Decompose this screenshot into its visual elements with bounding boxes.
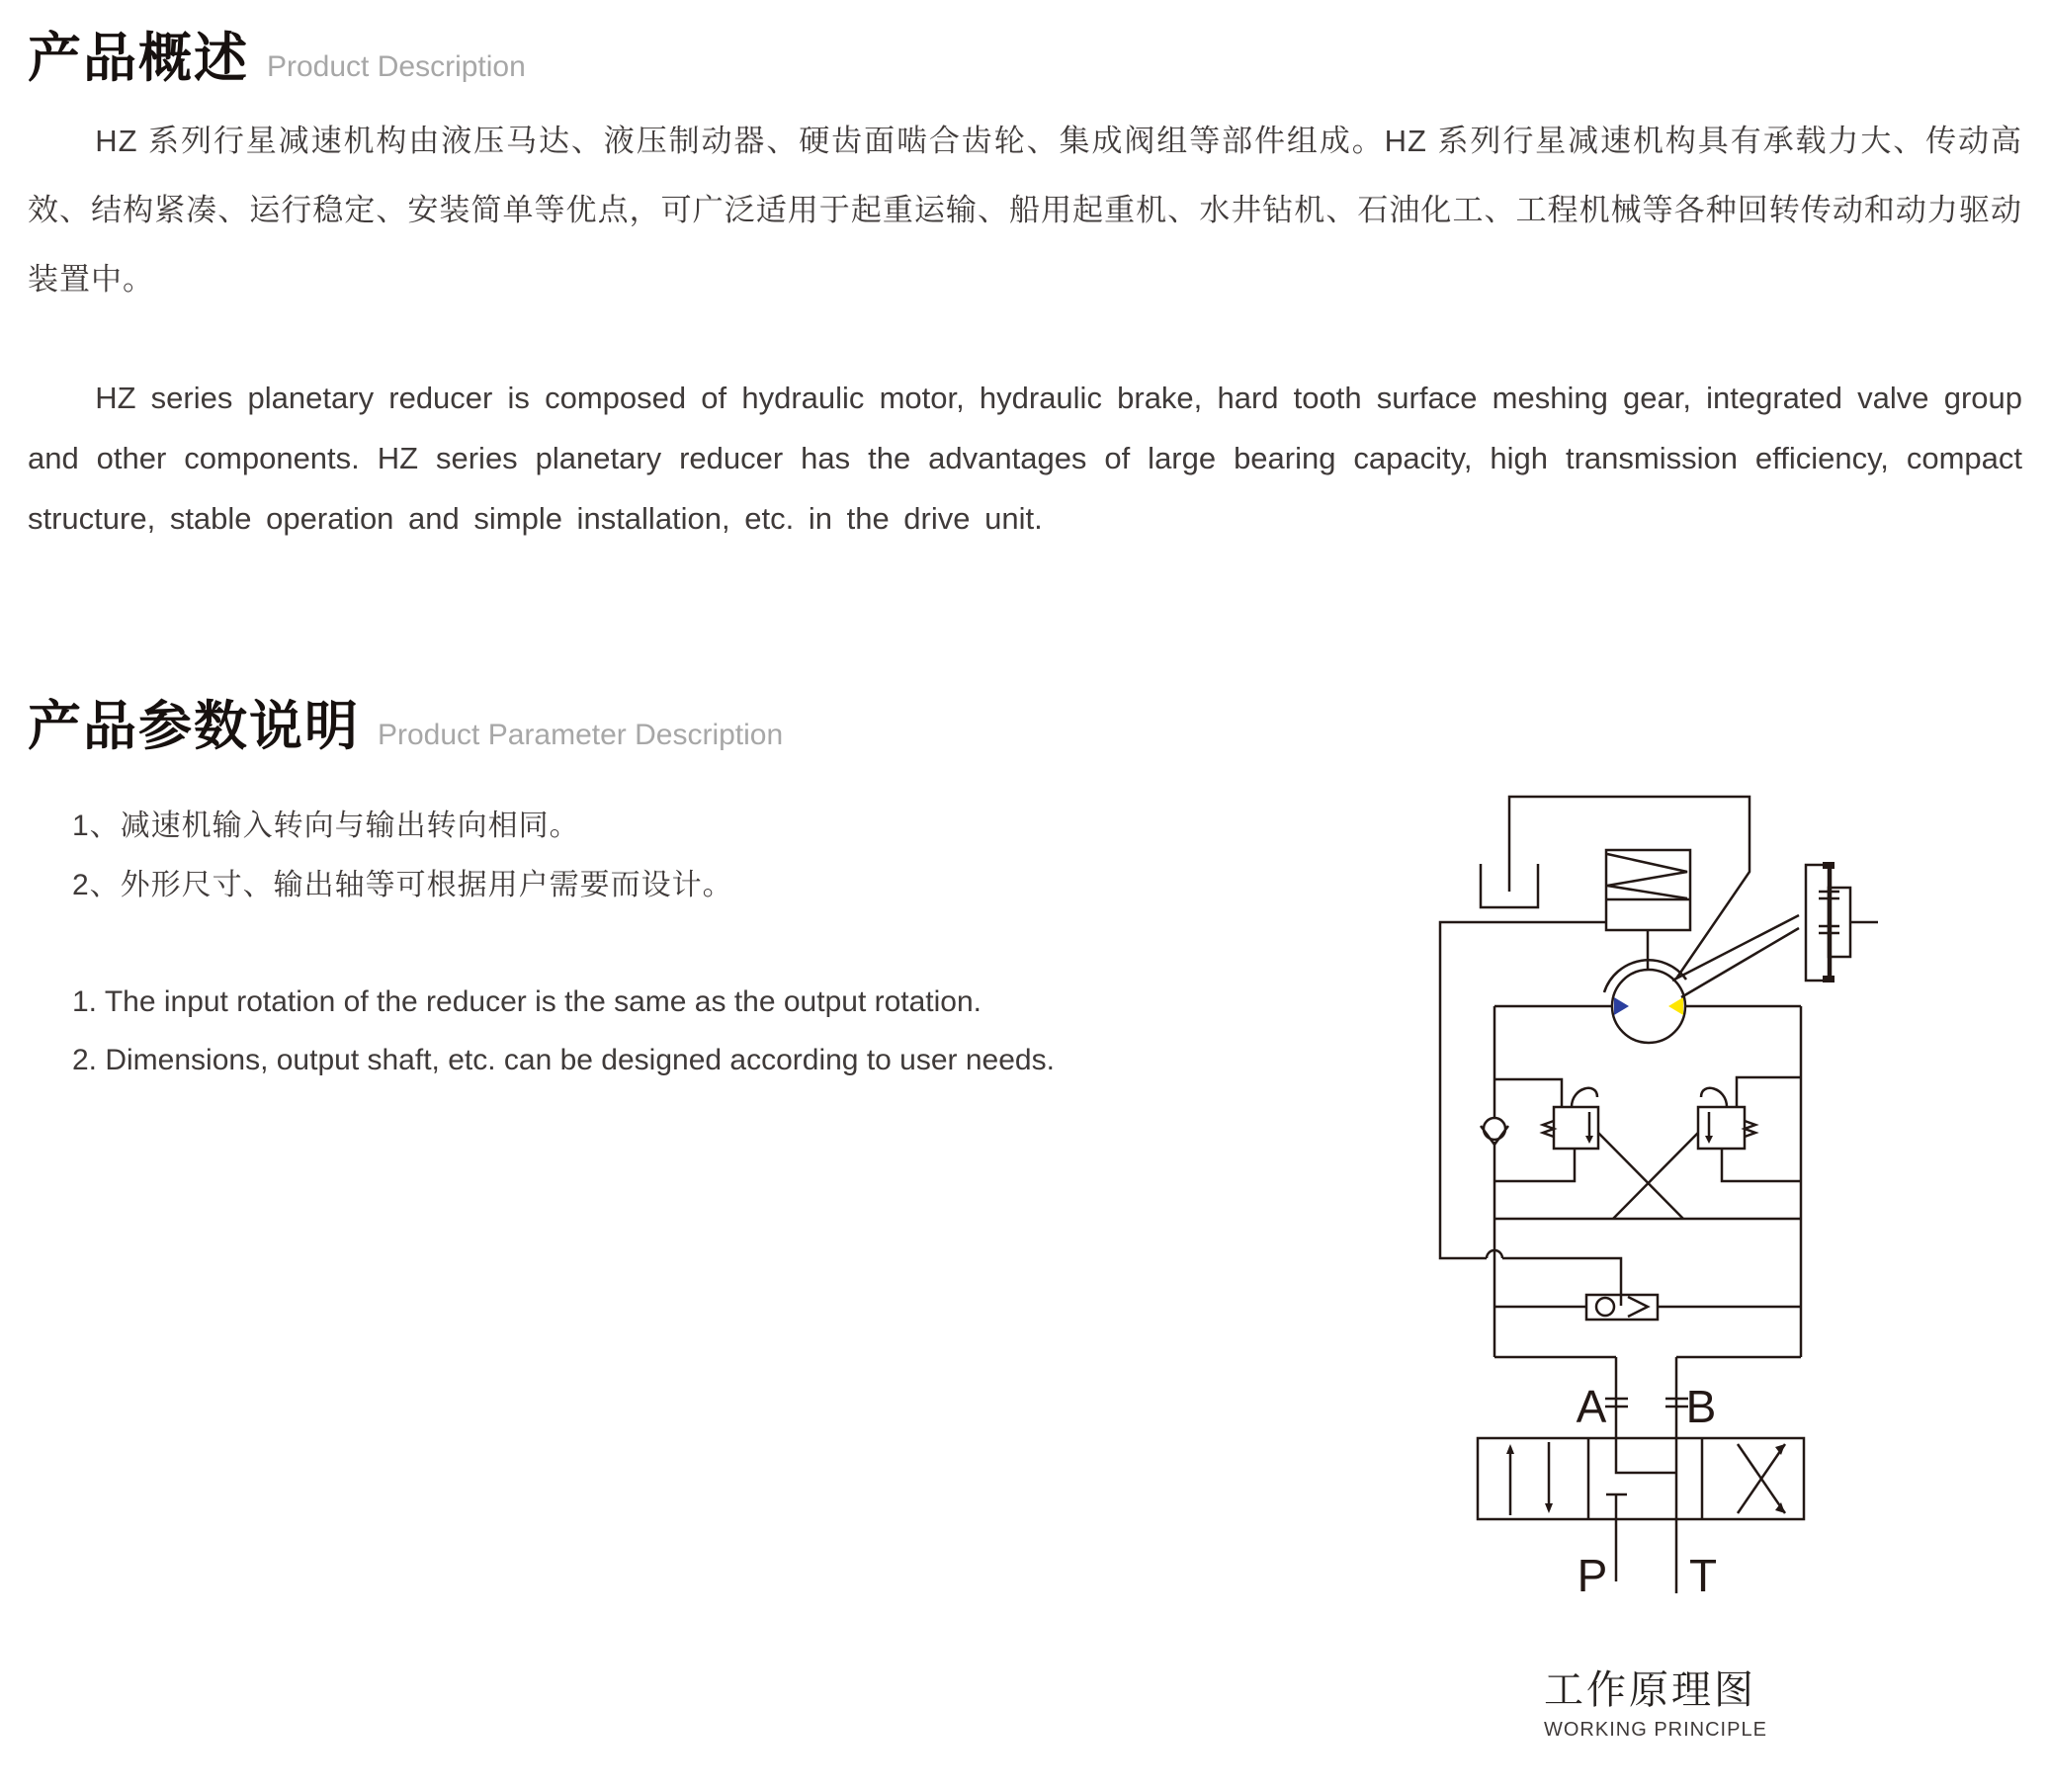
shuttle-valve-symbol xyxy=(1494,1295,1801,1320)
working-principle-diagram xyxy=(1423,781,2048,1720)
hydraulic-brake-symbol xyxy=(1606,850,1690,970)
list-item: 2、外形尺寸、输出轴等可根据用户需要而设计。 xyxy=(72,869,733,901)
hydraulic-motor-symbol xyxy=(1604,960,1686,1043)
list-item: 1、减速机输入转向与输出转向相同。 xyxy=(72,810,580,842)
section-title-zh: 产品参数说明 xyxy=(28,697,360,756)
product-parameter-heading xyxy=(28,684,783,760)
check-valve-symbol xyxy=(1481,1118,1508,1145)
section-title-en: Product Parameter Description xyxy=(378,719,784,751)
caption-zh: 工作原理图 xyxy=(1544,1668,1756,1712)
port-labels xyxy=(1577,1381,1717,1601)
relief-valve-left xyxy=(1494,1079,1598,1181)
description-paragraph-zh: HZ 系列行星减速机构由液压马达、液压制动器、硬齿面啮合齿轮、集成阀组等部件组成。HZ 系列行星减速机构具有承载力大、传动高效、结构紧凑、运行稳定、安装简单等优点，可广泛适用于起重运输、船用起重机、水井钻机、石油化工、工程机械等各种回转传动和动力驱动装置中。 xyxy=(28,124,2022,297)
relief-valve-right xyxy=(1698,1077,1801,1181)
port-label-a: A xyxy=(1576,1381,1607,1432)
parameter-list-zh xyxy=(72,797,733,915)
section-title-en: Product Description xyxy=(267,50,526,83)
section-title-zh: 产品概述 xyxy=(28,29,249,88)
description-paragraph-en: HZ series planetary reducer is composed of hydraulic motor, hydraulic brake, hard tooth surface meshing gear, integrated valve group and other components. HZ series planetary reducer has the advantages of large bearing capacity, high transmission efficiency, compact structure, stable operation and simple installation, etc. in the drive unit. xyxy=(28,381,2022,536)
port-label-p: P xyxy=(1577,1550,1608,1601)
crossover-lines xyxy=(1494,1133,1801,1219)
diagram-caption xyxy=(1544,1659,1767,1742)
port-label-t: T xyxy=(1688,1550,1718,1601)
caption-en: WORKING PRINCIPLE xyxy=(1544,1719,1767,1741)
directional-valve-symbol xyxy=(1478,1438,1804,1593)
valve-block-bottom-lines xyxy=(1494,1357,1801,1438)
pilot-supply-line xyxy=(1440,922,1621,1306)
planetary-gearbox-symbol xyxy=(1806,862,1878,982)
port-label-b: B xyxy=(1685,1381,1717,1432)
parameter-list-en xyxy=(72,973,1055,1089)
motor-port-blue-triangle xyxy=(1614,997,1629,1015)
list-item: 1. The input rotation of the reducer is the same as the output rotation. xyxy=(72,985,982,1018)
motor-port-yellow-triangle xyxy=(1668,997,1683,1015)
list-item: 2. Dimensions, output shaft, etc. can be designed according to user needs. xyxy=(72,1044,1055,1076)
product-description-heading xyxy=(28,16,526,92)
